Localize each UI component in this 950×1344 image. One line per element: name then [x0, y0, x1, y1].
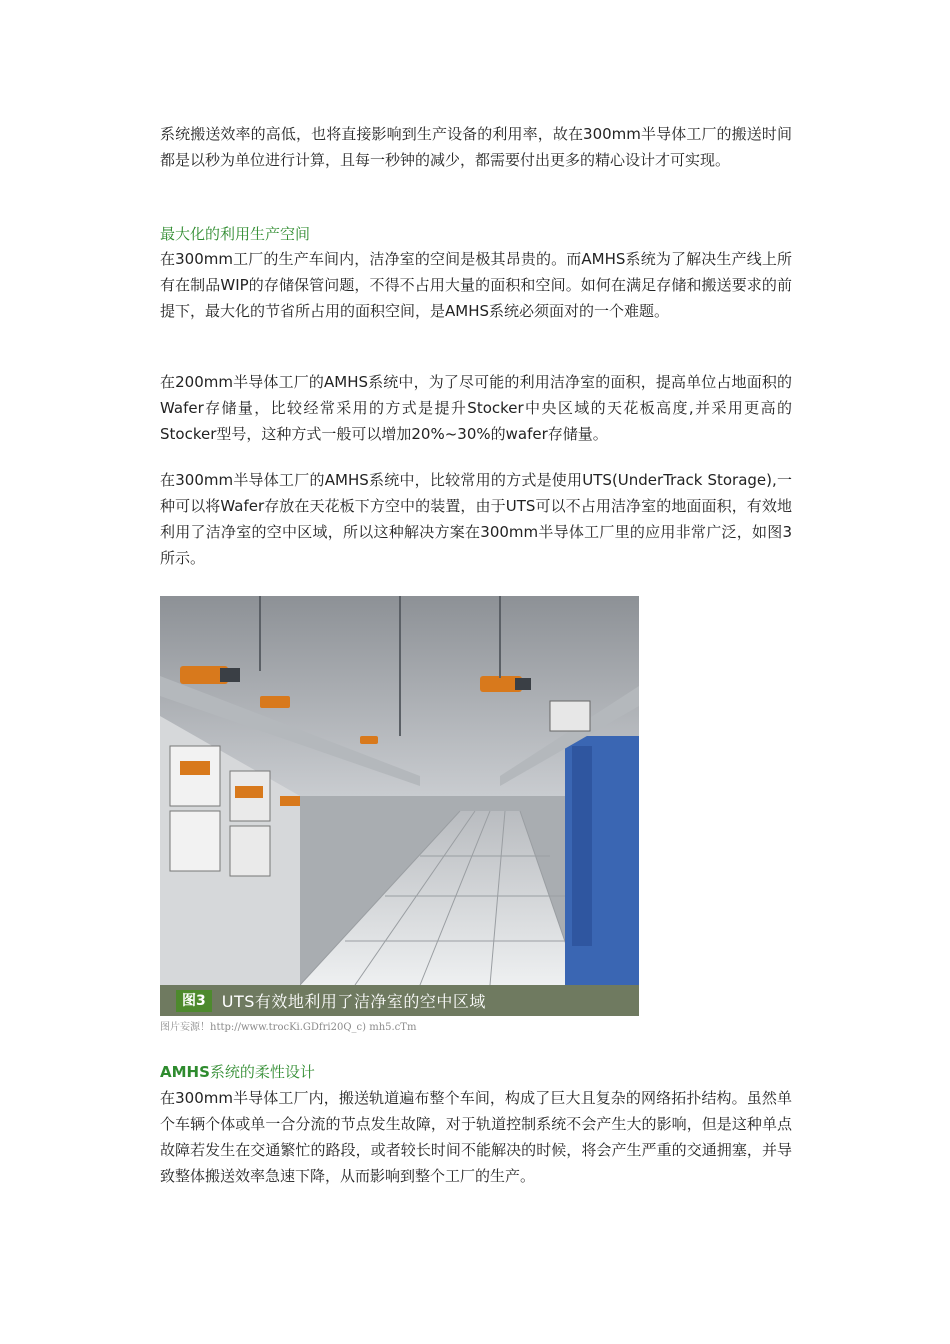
- cleanroom-illustration: [160, 596, 639, 1016]
- figure-number-label: 图3: [176, 990, 212, 1012]
- section-heading-flexible-design: [160, 1059, 315, 1085]
- paragraph-cleanroom-space: 在300mm工厂的生产车间内，洁净室的空间是极其昂贵的。而AMHS系统为了解决生产线上所有在制品WIP的存储保管问题，不得不占用大量的面积和空间。如何在满足存储和搬送要求的前提下，最大化的节省所占用的面积空间，是AMHS系统必须面对的一个难题。: [160, 250, 792, 320]
- paragraph-200mm-storage: 在200mm半导体工厂的AMHS系统中，为了尽可能的利用洁净室的面积，提高单位占地面积的Wafer存储量，比较经常采用的方式是提升Stocker中央区域的天花板高度,并采用更高的Stocker型号，这种方式一般可以增加20%~30%的wafer存储量。: [160, 373, 792, 443]
- figure-cleanroom-image: [160, 596, 639, 1016]
- paragraph-track-network: 在300mm半导体工厂内，搬送轨道遍布整个车间，构成了巨大且复杂的网络拓扑结构。虽然单个车辆个体或单一合分流的节点发生故障，对于轨道控制系统不会产生大的影响，但是这种单点故障若发生在交通繁忙的路段，或者较长时间不能解决的时候，将会产生严重的交通拥塞，并导致整体搬送效率急速下降，从而影响到整个工厂的生产。: [160, 1089, 792, 1185]
- heading-rest: 系统的柔性设计: [209, 1063, 315, 1081]
- paragraph-efficiency: 系统搬送效率的高低，也将直接影响到生产设备的利用率，故在300mm半导体工厂的搬送时间都是以秒为单位进行计算，且每一秒钟的减少，都需要付出更多的精心设计才可实现。: [160, 125, 792, 169]
- heading-bold-amhs: AMHS: [160, 1063, 210, 1081]
- figure-source-note: 图片妄源！http://www.trocKi.GDfri20Q_c) mh5.cTm: [160, 1022, 417, 1033]
- section-heading-space: 最大化的利用生产空间: [160, 225, 311, 243]
- figure-caption-text: UTS有效地利用了洁净室的空中区域: [221, 992, 486, 1011]
- paragraph-300mm-uts: 在300mm半导体工厂的AMHS系统中，比较常用的方式是使用UTS(UnderTrack Storage),一种可以将Wafer存放在天花板下方空中的装置，由于UTS可以不占用洁净室的地面面积，有效地利用了洁净室的空中区域，所以这种解决方案在300mm半导体工厂里的应用非常广泛，如图3所示。: [160, 471, 792, 567]
- figure-caption-bar: [160, 985, 639, 1016]
